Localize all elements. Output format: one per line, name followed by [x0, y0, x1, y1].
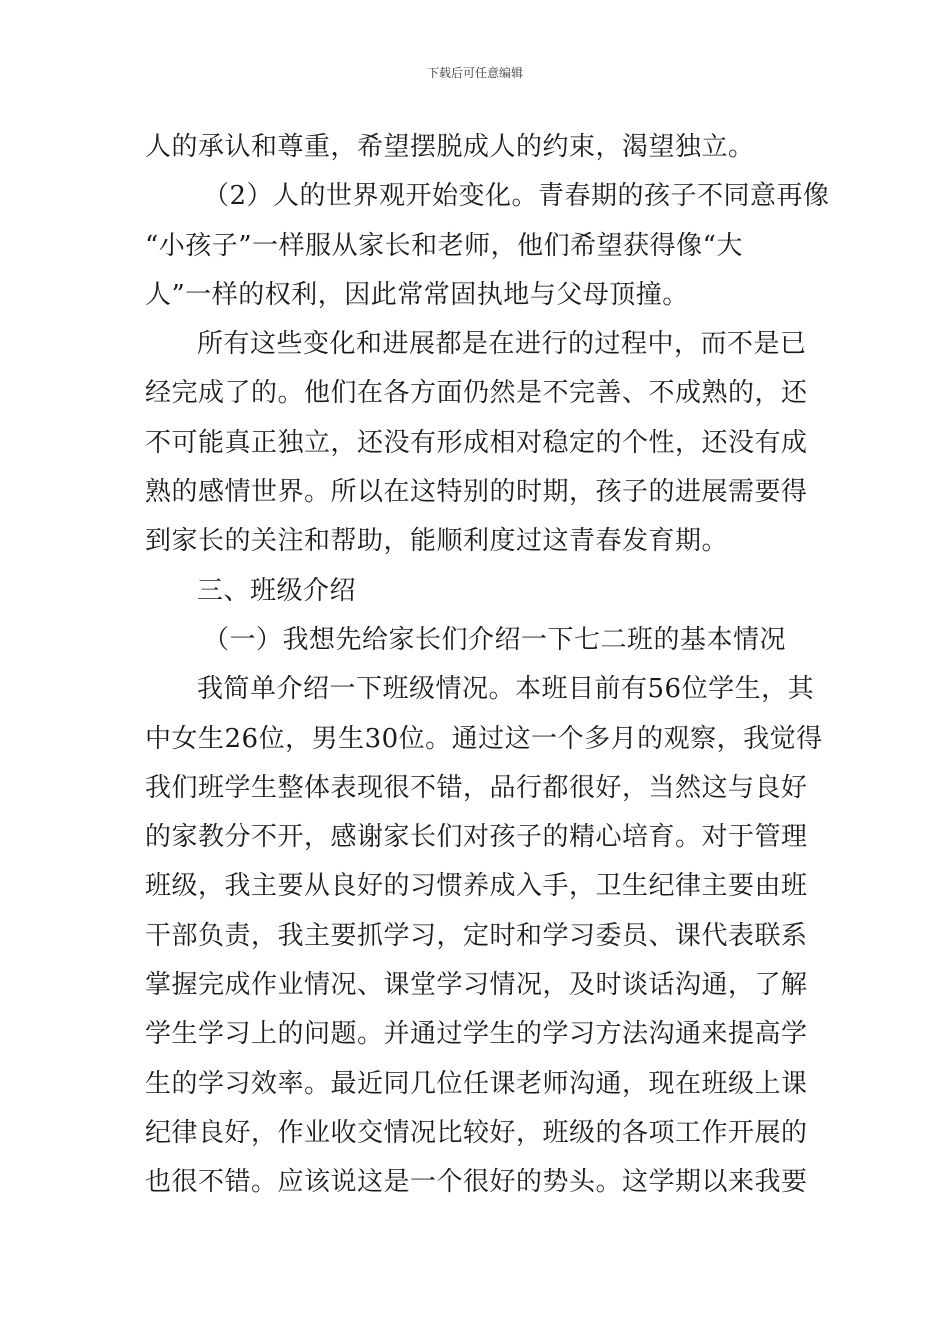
text-line: 学生学习上的问题。并通过学生的学习方法沟通来提高学	[145, 1019, 808, 1050]
text-line: 不可能真正独立，还没有形成相对稳定的个性，还没有成	[145, 427, 808, 458]
text-line: 人”一样的权利，因此常常固执地与父母顶撞。	[145, 279, 689, 310]
subsection-heading: （一）我想先给家长们介绍一下七二班的基本情况	[203, 624, 787, 655]
text-line: 经完成了的。他们在各方面仍然是不完善、不成熟的，还	[145, 378, 808, 409]
text-line: 的家教分不开，感谢家长们对孩子的精心培育。对于管理	[145, 822, 808, 853]
text-line: 人的承认和尊重，希望摆脱成人的约束，渴望独立。	[145, 132, 755, 162]
text-line: 纪律良好，作业收交情况比较好，班级的各项工作开展的	[145, 1117, 808, 1148]
text-line: 我们班学生整体表现很不错，品行都很好，当然这与良好	[145, 772, 808, 803]
text-line: 班级，我主要从良好的习惯养成入手，卫生纪律主要由班	[145, 871, 808, 902]
text-line: 生的学习效率。最近同几位任课老师沟通，现在班级上课	[145, 1068, 808, 1099]
text-line: 到家长的关注和帮助，能顺利度过这青春发育期。	[145, 526, 729, 557]
text-line: 干部负责，我主要抓学习，定时和学习委员、课代表联系	[145, 920, 808, 951]
text-line: 掌握完成作业情况、课堂学习情况，及时谈话沟通，了解	[145, 970, 808, 1001]
text-line: “小孩子”一样服从家长和老师，他们希望获得像“大	[145, 230, 743, 261]
text-line: （2）人的世界观开始变化。青春期的孩子不同意再像	[203, 181, 830, 212]
section-heading: 三、班级介绍	[197, 575, 357, 606]
page-header: 下载后可任意编辑	[426, 66, 523, 80]
text-line: 也很不错。应该说这是一个很好的势头。这学期以来我要	[145, 1167, 808, 1198]
document-body	[145, 123, 830, 1208]
text-line: 熟的感情世界。所以在这特别的时期，孩子的进展需要得	[145, 477, 808, 508]
text-line: 我简单介绍一下班级情况。本班目前有56位学生，其	[197, 674, 815, 705]
text-line: 所有这些变化和进展都是在进行的过程中，而不是已	[197, 329, 807, 360]
text-line: 中女生26位，男生30位。通过这一个多月的观察，我觉得	[145, 723, 823, 754]
